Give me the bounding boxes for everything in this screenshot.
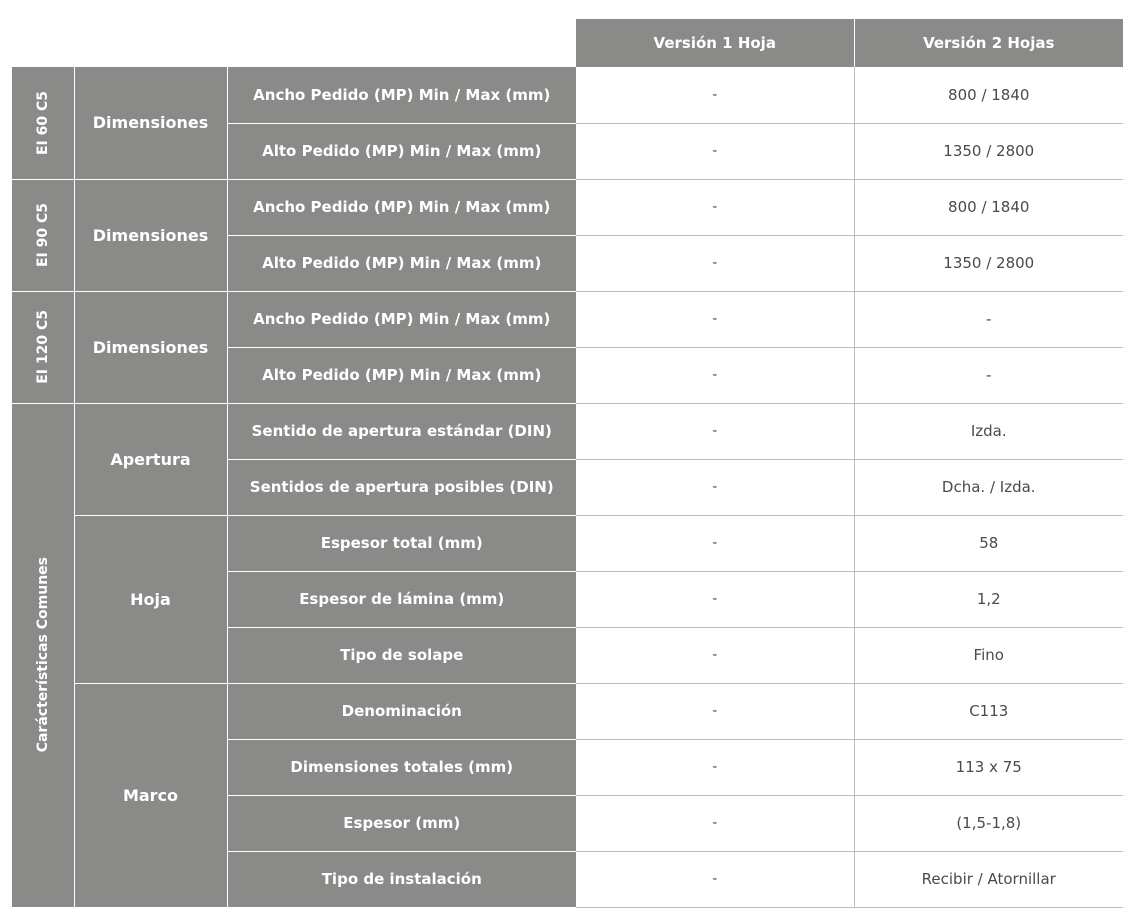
value-v1-cell: - bbox=[576, 179, 854, 235]
group-label-caracteristicas-comunes: Carácterísticas Comunes bbox=[12, 403, 74, 907]
value-v2-cell: 800 / 1840 bbox=[854, 179, 1123, 235]
value-v1-cell: - bbox=[576, 515, 854, 571]
param-cell: Denominación bbox=[227, 683, 576, 739]
value-v2-cell: 58 bbox=[854, 515, 1123, 571]
group-label-ei-60-c5: EI 60 C5 bbox=[12, 67, 74, 179]
param-cell: Ancho Pedido (MP) Min / Max (mm) bbox=[227, 67, 576, 123]
value-v2-cell: Dcha. / Izda. bbox=[854, 459, 1123, 515]
spec-table bbox=[12, 19, 1123, 908]
value-v2-cell: Izda. bbox=[854, 403, 1123, 459]
header-version-1-hoja: Versión 1 Hoja bbox=[576, 19, 854, 67]
param-cell: Sentido de apertura estándar (DIN) bbox=[227, 403, 576, 459]
value-v1-cell: - bbox=[576, 739, 854, 795]
value-v1-cell: - bbox=[576, 627, 854, 683]
param-cell: Ancho Pedido (MP) Min / Max (mm) bbox=[227, 179, 576, 235]
value-v2-cell: Fino bbox=[854, 627, 1123, 683]
value-v1-cell: - bbox=[576, 67, 854, 123]
value-v1-cell: - bbox=[576, 683, 854, 739]
header-spacer bbox=[12, 19, 576, 67]
table-row bbox=[12, 291, 1123, 347]
param-cell: Tipo de instalación bbox=[227, 851, 576, 907]
table-row bbox=[12, 683, 1123, 739]
value-v1-cell: - bbox=[576, 347, 854, 403]
value-v1-cell: - bbox=[576, 291, 854, 347]
table-row bbox=[12, 403, 1123, 459]
section-label-apertura: Apertura bbox=[74, 403, 227, 515]
value-v2-cell: C113 bbox=[854, 683, 1123, 739]
param-cell: Espesor de lámina (mm) bbox=[227, 571, 576, 627]
param-cell: Dimensiones totales (mm) bbox=[227, 739, 576, 795]
table-row bbox=[12, 179, 1123, 235]
section-label-dimensiones: Dimensiones bbox=[74, 67, 227, 179]
section-label-dimensiones: Dimensiones bbox=[74, 179, 227, 291]
group-label-ei-90-c5: EI 90 C5 bbox=[12, 179, 74, 291]
value-v1-cell: - bbox=[576, 235, 854, 291]
table-row bbox=[12, 515, 1123, 571]
param-cell: Alto Pedido (MP) Min / Max (mm) bbox=[227, 347, 576, 403]
value-v1-cell: - bbox=[576, 459, 854, 515]
value-v1-cell: - bbox=[576, 571, 854, 627]
group-label-ei-120-c5: EI 120 C5 bbox=[12, 291, 74, 403]
param-cell: Alto Pedido (MP) Min / Max (mm) bbox=[227, 235, 576, 291]
value-v1-cell: - bbox=[576, 403, 854, 459]
section-label-marco: Marco bbox=[74, 683, 227, 907]
value-v2-cell: - bbox=[854, 347, 1123, 403]
header-row bbox=[12, 19, 1123, 67]
value-v2-cell: 1350 / 2800 bbox=[854, 123, 1123, 179]
param-cell: Tipo de solape bbox=[227, 627, 576, 683]
value-v2-cell: 800 / 1840 bbox=[854, 67, 1123, 123]
value-v2-cell: (1,5-1,8) bbox=[854, 795, 1123, 851]
value-v2-cell: 113 x 75 bbox=[854, 739, 1123, 795]
section-label-hoja: Hoja bbox=[74, 515, 227, 683]
value-v2-cell: Recibir / Atornillar bbox=[854, 851, 1123, 907]
value-v2-cell: 1350 / 2800 bbox=[854, 235, 1123, 291]
table-row bbox=[12, 67, 1123, 123]
param-cell: Sentidos de apertura posibles (DIN) bbox=[227, 459, 576, 515]
param-cell: Ancho Pedido (MP) Min / Max (mm) bbox=[227, 291, 576, 347]
param-cell: Espesor (mm) bbox=[227, 795, 576, 851]
header-version-2-hojas: Versión 2 Hojas bbox=[854, 19, 1123, 67]
value-v1-cell: - bbox=[576, 123, 854, 179]
value-v2-cell: - bbox=[854, 291, 1123, 347]
value-v2-cell: 1,2 bbox=[854, 571, 1123, 627]
value-v1-cell: - bbox=[576, 795, 854, 851]
value-v1-cell: - bbox=[576, 851, 854, 907]
param-cell: Alto Pedido (MP) Min / Max (mm) bbox=[227, 123, 576, 179]
section-label-dimensiones: Dimensiones bbox=[74, 291, 227, 403]
param-cell: Espesor total (mm) bbox=[227, 515, 576, 571]
